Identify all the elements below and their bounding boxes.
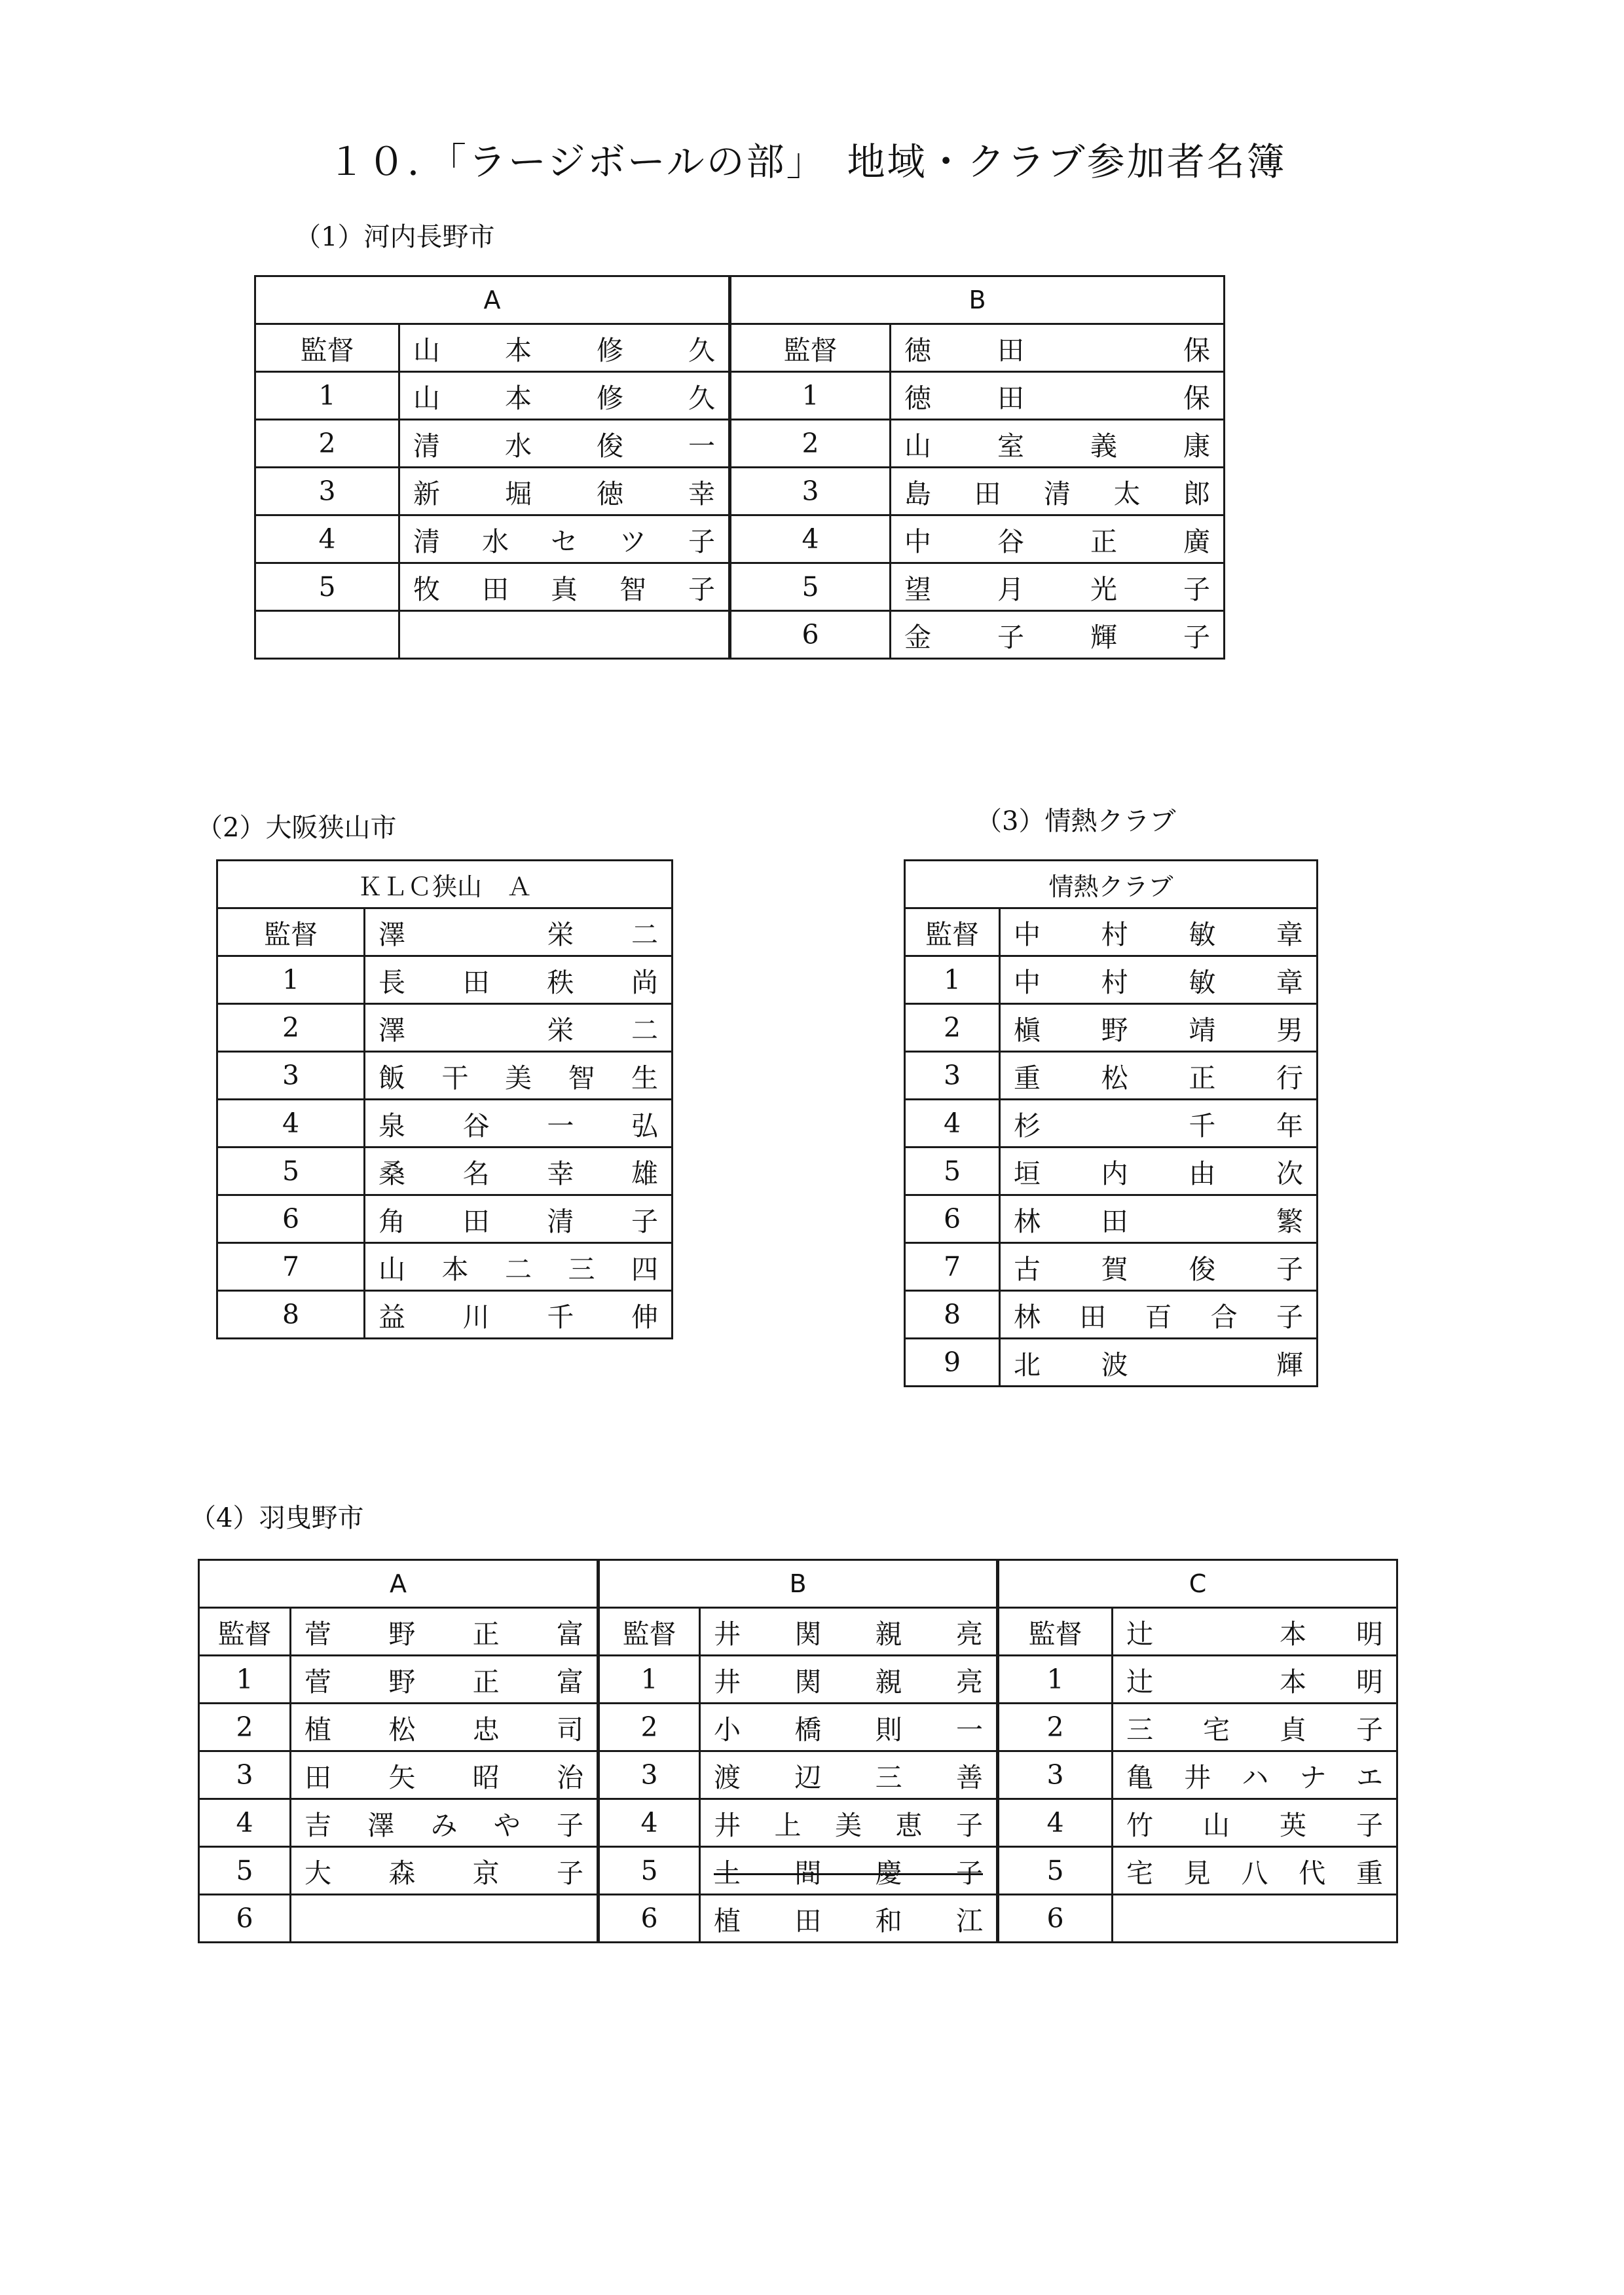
player-number: 4 (217, 1100, 365, 1148)
player-name: 井上美恵子 (700, 1799, 998, 1847)
player-number: 4 (998, 1799, 1113, 1847)
player-number: 6 (599, 1895, 700, 1943)
player-number: 6 (199, 1895, 291, 1943)
player-number: 4 (199, 1799, 291, 1847)
player-name: 徳田 保 (891, 372, 1225, 420)
player-name: 竹山英子 (1113, 1799, 1397, 1847)
player-number: 2 (599, 1704, 700, 1751)
player-number: 5 (998, 1847, 1113, 1895)
player-name: 植田和江 (700, 1895, 998, 1943)
player-number: 2 (905, 1004, 1000, 1052)
player-number: 4 (905, 1100, 1000, 1148)
player-name: 澤 栄二 (365, 1004, 673, 1052)
player-name: 清水俊一 (399, 420, 730, 468)
document-title: １０．「ラージボールの部」 地域・クラブ参加者名簿 (327, 140, 1287, 184)
player-number: 3 (599, 1751, 700, 1799)
player-name: 山室義康 (891, 420, 1225, 468)
manager-name: 澤 栄二 (365, 908, 673, 956)
player-name: 田矢昭治 (291, 1751, 599, 1799)
struck-player-name: 土間慶子 (700, 1847, 998, 1895)
player-name: 宅見八代重 (1113, 1847, 1397, 1895)
player-name: 角田清子 (365, 1195, 673, 1243)
player-name: 大森京子 (291, 1847, 599, 1895)
player-number: 6 (730, 611, 891, 659)
player-name: 垣内由次 (1000, 1148, 1318, 1195)
player-name: 槇野靖男 (1000, 1004, 1318, 1052)
player-name: 牧田真智子 (399, 563, 730, 611)
player-number: 6 (905, 1195, 1000, 1243)
player-name: 渡辺三善 (700, 1751, 998, 1799)
player-number: 5 (905, 1148, 1000, 1195)
player-name: 益川千伸 (365, 1291, 673, 1339)
player-name: 小橋則一 (700, 1704, 998, 1751)
player-number (255, 611, 399, 659)
manager-label: 監督 (730, 324, 891, 372)
player-name: 林田 繁 (1000, 1195, 1318, 1243)
player-number: 2 (217, 1004, 365, 1052)
player-name (399, 611, 730, 659)
player-number: 9 (905, 1339, 1000, 1387)
section-4-label: （4）羽曳野市 (190, 1503, 364, 1533)
manager-name: 菅野正富 (291, 1608, 599, 1656)
player-number: 3 (905, 1052, 1000, 1100)
player-number: 1 (217, 956, 365, 1004)
player-name: 望月光子 (891, 563, 1225, 611)
player-name: 林田百合子 (1000, 1291, 1318, 1339)
player-number: 8 (217, 1291, 365, 1339)
team-header: B (599, 1560, 998, 1608)
team-header: C (998, 1560, 1397, 1608)
player-number: 2 (730, 420, 891, 468)
player-number: 2 (255, 420, 399, 468)
player-name: 泉谷一弘 (365, 1100, 673, 1148)
player-number: 4 (599, 1799, 700, 1847)
section-1-label: （1）河内長野市 (295, 222, 495, 252)
player-name: 吉澤みや子 (291, 1799, 599, 1847)
player-name: 清水セツ子 (399, 515, 730, 563)
player-number: 6 (217, 1195, 365, 1243)
player-name: 古賀俊子 (1000, 1243, 1318, 1291)
player-number: 5 (730, 563, 891, 611)
player-number: 4 (730, 515, 891, 563)
player-name: 長田秩尚 (365, 956, 673, 1004)
manager-name: 辻 本明 (1113, 1608, 1397, 1656)
player-number: 3 (255, 468, 399, 515)
player-number: 7 (905, 1243, 1000, 1291)
section-3-table (904, 859, 1318, 1387)
player-number: 5 (217, 1148, 365, 1195)
player-name: 植松忠司 (291, 1704, 599, 1751)
player-name: 北波 輝 (1000, 1339, 1318, 1387)
player-number: 8 (905, 1291, 1000, 1339)
player-number: 4 (255, 515, 399, 563)
player-name: 山本二三四 (365, 1243, 673, 1291)
player-number: 7 (217, 1243, 365, 1291)
manager-name: 井関親亮 (700, 1608, 998, 1656)
player-number: 3 (199, 1751, 291, 1799)
player-name: 重松正行 (1000, 1052, 1318, 1100)
manager-label: 監督 (599, 1608, 700, 1656)
player-number: 5 (199, 1847, 291, 1895)
player-name: 新堀徳幸 (399, 468, 730, 515)
player-name: 飯干美智生 (365, 1052, 673, 1100)
team-header: B (730, 276, 1225, 324)
player-number: 1 (730, 372, 891, 420)
player-number: 6 (998, 1895, 1113, 1943)
player-name: 菅野正富 (291, 1656, 599, 1704)
player-name: 辻 本明 (1113, 1656, 1397, 1704)
player-number: 1 (255, 372, 399, 420)
player-name: 島田清太郎 (891, 468, 1225, 515)
player-number: 3 (217, 1052, 365, 1100)
player-number: 1 (905, 956, 1000, 1004)
player-number: 3 (998, 1751, 1113, 1799)
player-name: 山本修久 (399, 372, 730, 420)
player-number: 5 (599, 1847, 700, 1895)
manager-label: 監督 (217, 908, 365, 956)
section-2-label: （2）大阪狭山市 (196, 813, 397, 843)
section-1-table (254, 275, 1225, 660)
player-name: 井関親亮 (700, 1656, 998, 1704)
player-name: 中村敏章 (1000, 956, 1318, 1004)
team-header: A (199, 1560, 599, 1608)
team-header: ＫＬＣ狭山 Ａ (217, 861, 673, 908)
player-number: 3 (730, 468, 891, 515)
section-4-table (198, 1559, 1398, 1943)
player-number: 2 (199, 1704, 291, 1751)
player-name: 亀井ハナエ (1113, 1751, 1397, 1799)
player-number: 2 (998, 1704, 1113, 1751)
player-name: 三宅貞子 (1113, 1704, 1397, 1751)
manager-label: 監督 (255, 324, 399, 372)
player-name: 中谷正廣 (891, 515, 1225, 563)
player-number: 1 (599, 1656, 700, 1704)
manager-label: 監督 (905, 908, 1000, 956)
manager-label: 監督 (998, 1608, 1113, 1656)
manager-name: 中村敏章 (1000, 908, 1318, 956)
player-name: 桑名幸雄 (365, 1148, 673, 1195)
player-name: 金子輝子 (891, 611, 1225, 659)
manager-name: 徳田 保 (891, 324, 1225, 372)
player-number: 5 (255, 563, 399, 611)
section-3-label: （3）情熱クラブ (976, 806, 1176, 836)
team-header: 情熱クラブ (905, 861, 1318, 908)
player-name (1113, 1895, 1397, 1943)
section-2-table (216, 859, 673, 1339)
player-name (291, 1895, 599, 1943)
player-name: 杉 千年 (1000, 1100, 1318, 1148)
manager-name: 山本修久 (399, 324, 730, 372)
player-number: 1 (199, 1656, 291, 1704)
manager-label: 監督 (199, 1608, 291, 1656)
player-number: 1 (998, 1656, 1113, 1704)
team-header: A (255, 276, 730, 324)
